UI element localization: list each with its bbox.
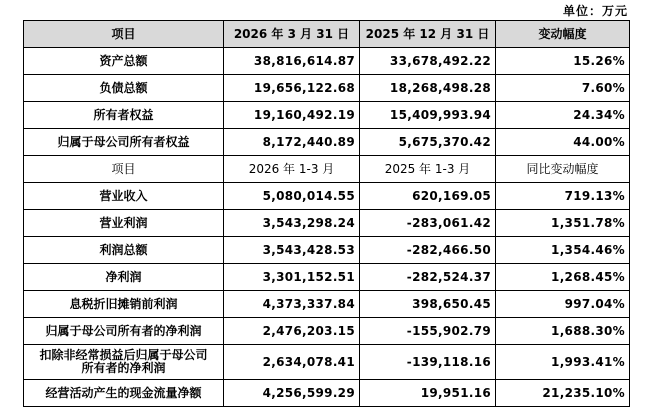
value-change: 719.13%: [496, 183, 630, 210]
row-label: [24, 345, 224, 380]
value-change: 7.60%: [496, 75, 630, 102]
value-current: 3,543,298.24: [224, 210, 360, 237]
table-row: [24, 380, 630, 407]
value-current: 3,301,152.51: [224, 264, 360, 291]
value-change: 1,993.41%: [496, 345, 630, 380]
value-current: 8,172,440.89: [224, 129, 360, 156]
header-yoy-change: 同比变动幅度: [496, 156, 630, 183]
value-change: 44.00%: [496, 129, 630, 156]
header-item: 项目: [24, 21, 224, 48]
value-prior: -282,524.37: [360, 264, 496, 291]
table-row: [24, 237, 630, 264]
row-label: 归属于母公司所有者权益: [24, 129, 224, 156]
value-change: 1,354.46%: [496, 237, 630, 264]
row-label: 净利润: [24, 264, 224, 291]
value-prior: 5,675,370.42: [360, 129, 496, 156]
row-label: 利润总额: [24, 237, 224, 264]
table-row: [24, 48, 630, 75]
value-prior: -282,466.50: [360, 237, 496, 264]
value-current: 2,634,078.41: [224, 345, 360, 380]
value-change: 1,688.30%: [496, 318, 630, 345]
value-prior: 15,409,993.94: [360, 102, 496, 129]
header-date-prior: 2025 年 12 月 31 日: [360, 21, 496, 48]
row-label: 息税折旧摊销前利润: [24, 291, 224, 318]
value-prior: -155,902.79: [360, 318, 496, 345]
row-label: 营业收入: [24, 183, 224, 210]
value-change: 997.04%: [496, 291, 630, 318]
row-label: 负债总额: [24, 75, 224, 102]
value-prior: 19,951.16: [360, 380, 496, 407]
value-current: 19,160,492.19: [224, 102, 360, 129]
value-current: 2,476,203.15: [224, 318, 360, 345]
unit-label: 单位：万元: [562, 4, 628, 18]
table-row: [24, 291, 630, 318]
table-header-row: [24, 21, 630, 48]
financial-summary-table: [23, 20, 630, 407]
row-label: 经营活动产生的现金流量净额: [24, 380, 224, 407]
row-label-line2: 所有者的净利润: [81, 361, 166, 375]
value-prior: 18,268,498.28: [360, 75, 496, 102]
table-row: [24, 129, 630, 156]
row-label: 归属于母公司所有者的净利润: [24, 318, 224, 345]
table-row: [24, 102, 630, 129]
row-label: 营业利润: [24, 210, 224, 237]
value-prior: 33,678,492.22: [360, 48, 496, 75]
value-change: 1,351.78%: [496, 210, 630, 237]
value-current: 5,080,014.55: [224, 183, 360, 210]
header-date-current: 2026 年 3 月 31 日: [224, 21, 360, 48]
value-change: 24.34%: [496, 102, 630, 129]
section-header-row: [24, 156, 630, 183]
value-current: 19,656,122.68: [224, 75, 360, 102]
table-row: [24, 210, 630, 237]
row-label-line1: 扣除非经常损益后归属于母公司: [39, 348, 208, 362]
value-prior: -283,061.42: [360, 210, 496, 237]
table-row: [24, 183, 630, 210]
value-current: 4,256,599.29: [224, 380, 360, 407]
row-label: 资产总额: [24, 48, 224, 75]
table-row: [24, 345, 630, 380]
value-current: 38,816,614.87: [224, 48, 360, 75]
header-change: 变动幅度: [496, 21, 630, 48]
value-prior: 620,169.05: [360, 183, 496, 210]
header-item: 项目: [24, 156, 224, 183]
header-period-current: 2026 年 1-3 月: [224, 156, 360, 183]
header-period-prior: 2025 年 1-3 月: [360, 156, 496, 183]
table-row: [24, 264, 630, 291]
value-change: 21,235.10%: [496, 380, 630, 407]
value-prior: -139,118.16: [360, 345, 496, 380]
table-row: [24, 318, 630, 345]
value-change: 1,268.45%: [496, 264, 630, 291]
value-change: 15.26%: [496, 48, 630, 75]
value-prior: 398,650.45: [360, 291, 496, 318]
value-current: 4,373,337.84: [224, 291, 360, 318]
table-row: [24, 75, 630, 102]
row-label: 所有者权益: [24, 102, 224, 129]
value-current: 3,543,428.53: [224, 237, 360, 264]
